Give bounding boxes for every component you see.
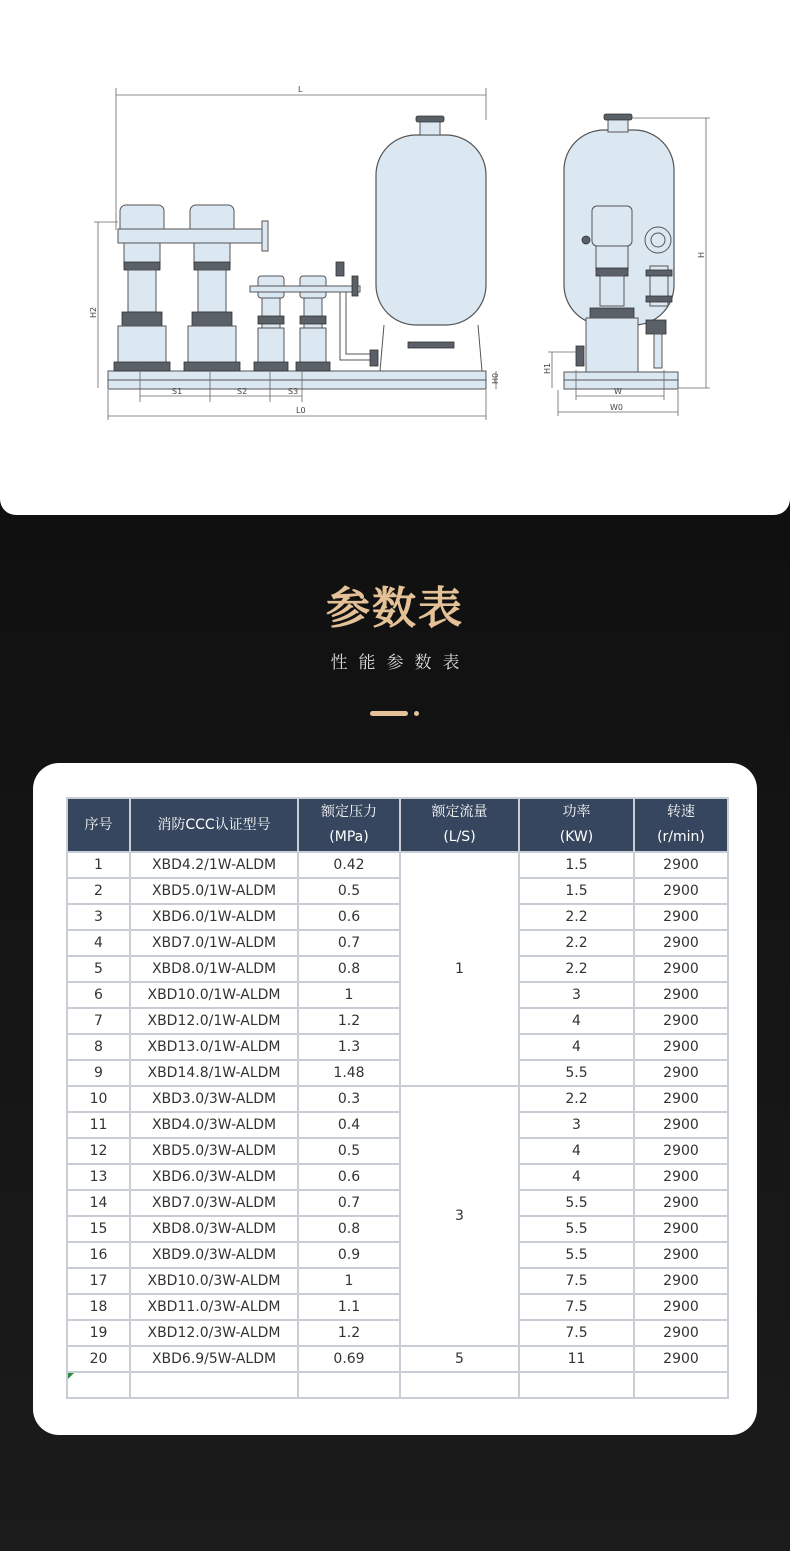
cell-pressure: 1.1 <box>298 1294 400 1320</box>
cell-power: 11 <box>519 1346 634 1372</box>
cell-no: 14 <box>67 1190 130 1216</box>
table-row <box>67 930 728 956</box>
cell-speed: 2900 <box>634 1112 728 1138</box>
cell-power: 5.5 <box>519 1060 634 1086</box>
header-power <box>519 798 634 852</box>
header-speed-unit: (r/min) <box>657 829 705 845</box>
label-h: H <box>697 251 706 258</box>
cell-no: 15 <box>67 1216 130 1242</box>
cell-power: 2.2 <box>519 930 634 956</box>
table-row <box>67 1086 728 1112</box>
cell-pressure: 0.69 <box>298 1346 400 1372</box>
empty-table-row <box>67 1372 728 1398</box>
cell-model: XBD7.0/1W-ALDM <box>130 930 298 956</box>
cell-model: XBD3.0/3W-ALDM <box>130 1086 298 1112</box>
cell-no: 9 <box>67 1060 130 1086</box>
cell-no: 7 <box>67 1008 130 1034</box>
cell-model: XBD12.0/1W-ALDM <box>130 1008 298 1034</box>
cell-power: 7.5 <box>519 1320 634 1346</box>
cell-no: 11 <box>67 1112 130 1138</box>
cell-pressure: 1 <box>298 982 400 1008</box>
cell-model: XBD6.0/1W-ALDM <box>130 904 298 930</box>
cell-speed: 2900 <box>634 1164 728 1190</box>
cell-pressure: 0.4 <box>298 1112 400 1138</box>
cell-no: 2 <box>67 878 130 904</box>
table-row <box>67 1008 728 1034</box>
cell-no: 10 <box>67 1086 130 1112</box>
cell-pressure: 1 <box>298 1268 400 1294</box>
cell-model: XBD8.0/1W-ALDM <box>130 956 298 982</box>
cell-power: 7.5 <box>519 1294 634 1320</box>
cell-model: XBD4.0/3W-ALDM <box>130 1112 298 1138</box>
header-pressure-unit: (MPa) <box>329 829 369 845</box>
cell-pressure: 0.5 <box>298 878 400 904</box>
label-w0: W0 <box>610 403 623 412</box>
table-row <box>67 1320 728 1346</box>
cell-no: 4 <box>67 930 130 956</box>
cell-pressure: 1.2 <box>298 1008 400 1034</box>
cell-speed: 2900 <box>634 1294 728 1320</box>
title-divider <box>370 711 430 716</box>
parameter-table-card <box>33 763 757 1435</box>
cell-model: XBD13.0/1W-ALDM <box>130 1034 298 1060</box>
cell-power: 5.5 <box>519 1242 634 1268</box>
cell-speed: 2900 <box>634 1268 728 1294</box>
cell-speed: 2900 <box>634 982 728 1008</box>
header-pressure <box>298 798 400 852</box>
header-speed-label: 转速 <box>667 804 695 820</box>
cell-no: 8 <box>67 1034 130 1060</box>
cell-model: XBD6.0/3W-ALDM <box>130 1164 298 1190</box>
cell-pressure: 0.9 <box>298 1242 400 1268</box>
cell-flow-group-5: 5 <box>400 1346 519 1372</box>
table-row <box>67 982 728 1008</box>
table-row <box>67 1346 728 1372</box>
table-row <box>67 1164 728 1190</box>
cell-speed: 2900 <box>634 1138 728 1164</box>
cell-power: 5.5 <box>519 1216 634 1242</box>
cell-speed: 2900 <box>634 1060 728 1086</box>
cell-model: XBD5.0/1W-ALDM <box>130 878 298 904</box>
label-s3: S3 <box>288 387 299 396</box>
cell-no: 20 <box>67 1346 130 1372</box>
cell-pressure: 0.42 <box>298 852 400 878</box>
header-model-label: 消防CCC认证型号 <box>157 816 271 833</box>
empty-cell <box>519 1372 634 1398</box>
cell-model: XBD10.0/3W-ALDM <box>130 1268 298 1294</box>
empty-cell <box>634 1372 728 1398</box>
cell-power: 5.5 <box>519 1190 634 1216</box>
label-overall-length: L <box>298 85 303 94</box>
parameter-table <box>66 797 729 1399</box>
cell-speed: 2900 <box>634 930 728 956</box>
cell-model: XBD9.0/3W-ALDM <box>130 1242 298 1268</box>
table-row <box>67 904 728 930</box>
cell-model: XBD7.0/3W-ALDM <box>130 1190 298 1216</box>
cell-speed: 2900 <box>634 1190 728 1216</box>
section-subtitle: 性能参数表 <box>330 653 471 673</box>
cell-speed: 2900 <box>634 956 728 982</box>
cell-model: XBD11.0/3W-ALDM <box>130 1294 298 1320</box>
label-s1: S1 <box>172 387 183 396</box>
cell-model: XBD8.0/3W-ALDM <box>130 1216 298 1242</box>
header-flow-unit: (L/S) <box>443 829 476 845</box>
cell-model: XBD4.2/1W-ALDM <box>130 852 298 878</box>
cell-power: 4 <box>519 1164 634 1190</box>
cell-no: 17 <box>67 1268 130 1294</box>
table-row <box>67 878 728 904</box>
cell-no: 18 <box>67 1294 130 1320</box>
cell-model: XBD14.8/1W-ALDM <box>130 1060 298 1086</box>
header-model <box>130 798 298 852</box>
cell-no: 16 <box>67 1242 130 1268</box>
header-power-unit: (KW) <box>559 829 594 845</box>
table-row <box>67 1060 728 1086</box>
label-h1: H1 <box>543 362 552 374</box>
table-header-row <box>67 798 728 852</box>
cell-model: XBD5.0/3W-ALDM <box>130 1138 298 1164</box>
label-w: W <box>614 387 622 396</box>
cell-pressure: 1.2 <box>298 1320 400 1346</box>
cell-power: 4 <box>519 1008 634 1034</box>
cell-power: 2.2 <box>519 1086 634 1112</box>
label-l0: L0 <box>296 406 306 415</box>
header-speed <box>634 798 728 852</box>
cell-power: 3 <box>519 982 634 1008</box>
cell-no: 13 <box>67 1164 130 1190</box>
cell-pressure: 1.3 <box>298 1034 400 1060</box>
cell-power: 7.5 <box>519 1268 634 1294</box>
header-no <box>67 798 130 852</box>
cell-power: 4 <box>519 1138 634 1164</box>
header-flow <box>400 798 519 852</box>
table-row <box>67 1112 728 1138</box>
cell-flow-group-1: 1 <box>400 852 519 1086</box>
divider-dot <box>414 711 419 716</box>
table-row <box>67 1216 728 1242</box>
empty-cell <box>298 1372 400 1398</box>
cell-power: 2.2 <box>519 904 634 930</box>
table-row <box>67 1190 728 1216</box>
cell-pressure: 0.5 <box>298 1138 400 1164</box>
cell-pressure: 1.48 <box>298 1060 400 1086</box>
table-row <box>67 1268 728 1294</box>
table-row <box>67 956 728 982</box>
cell-speed: 2900 <box>634 1008 728 1034</box>
header-no-label: 序号 <box>84 816 113 833</box>
cell-speed: 2900 <box>634 1216 728 1242</box>
header-pressure-label: 额定压力 <box>321 804 377 820</box>
cell-speed: 2900 <box>634 1086 728 1112</box>
empty-cell <box>400 1372 519 1398</box>
cell-no: 19 <box>67 1320 130 1346</box>
cell-speed: 2900 <box>634 1320 728 1346</box>
label-h2: H2 <box>89 306 98 318</box>
cell-model: XBD10.0/1W-ALDM <box>130 982 298 1008</box>
cell-speed: 2900 <box>634 1242 728 1268</box>
cell-model: XBD12.0/3W-ALDM <box>130 1320 298 1346</box>
cell-speed: 2900 <box>634 852 728 878</box>
cell-no: 5 <box>67 956 130 982</box>
divider-bar <box>370 711 408 716</box>
table-row <box>67 1034 728 1060</box>
cell-no: 1 <box>67 852 130 878</box>
header-flow-label: 额定流量 <box>431 804 488 820</box>
cell-power: 4 <box>519 1034 634 1060</box>
table-row <box>67 1242 728 1268</box>
cell-speed: 2900 <box>634 1346 728 1372</box>
cell-power: 2.2 <box>519 956 634 982</box>
table-row <box>67 1138 728 1164</box>
cell-flow-group-3: 3 <box>400 1086 519 1346</box>
empty-cell <box>130 1372 298 1398</box>
cell-pressure: 0.3 <box>298 1086 400 1112</box>
cell-speed: 2900 <box>634 904 728 930</box>
cell-pressure: 0.7 <box>298 930 400 956</box>
cell-speed: 2900 <box>634 1034 728 1060</box>
cell-power: 1.5 <box>519 878 634 904</box>
cell-model: XBD6.9/5W-ALDM <box>130 1346 298 1372</box>
label-s2: S2 <box>237 387 248 396</box>
cell-no: 3 <box>67 904 130 930</box>
empty-cell-flagged <box>67 1372 130 1398</box>
section-title: 参数表 <box>326 583 464 634</box>
header-power-label: 功率 <box>562 804 591 820</box>
cell-no: 12 <box>67 1138 130 1164</box>
table-row <box>67 852 728 878</box>
cell-power: 1.5 <box>519 852 634 878</box>
cell-speed: 2900 <box>634 878 728 904</box>
label-h0: H0 <box>491 372 500 384</box>
cell-pressure: 0.7 <box>298 1190 400 1216</box>
pump-station-drawing <box>0 0 790 515</box>
table-row <box>67 1294 728 1320</box>
cell-pressure: 0.8 <box>298 1216 400 1242</box>
cell-pressure: 0.6 <box>298 904 400 930</box>
cell-power: 3 <box>519 1112 634 1138</box>
technical-drawing-card <box>0 0 790 515</box>
cell-no: 6 <box>67 982 130 1008</box>
cell-pressure: 0.6 <box>298 1164 400 1190</box>
cell-pressure: 0.8 <box>298 956 400 982</box>
